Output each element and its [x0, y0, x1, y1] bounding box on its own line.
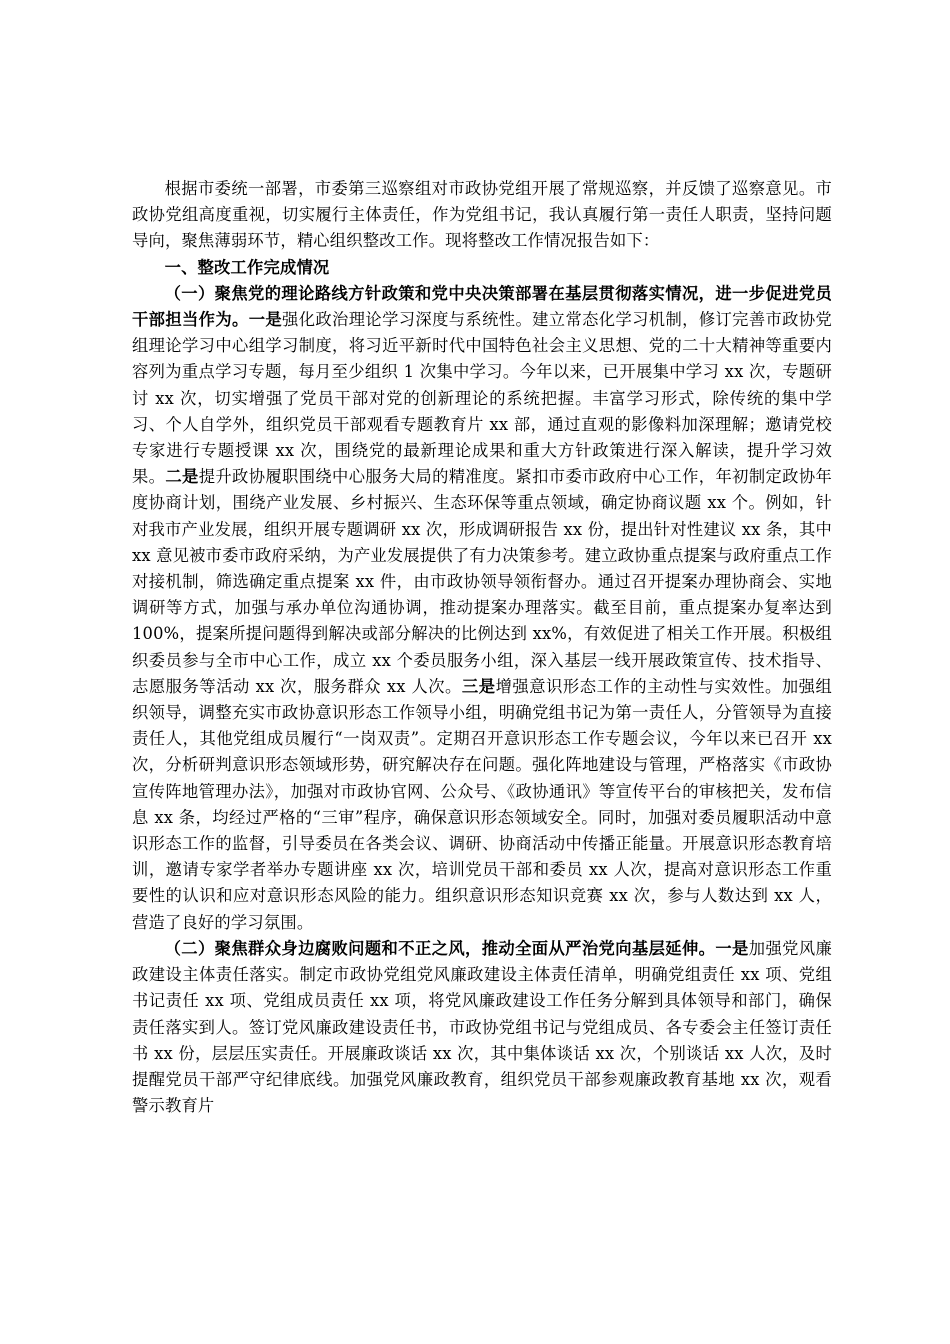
point-2-1-text: 加强党风廉政建设主体责任落实。制定市政协党组党风廉政建设主体责任清单，明确党组责任 xx 项、党组书记责任 xx 项、党组成员责任 xx 项，将党风廉政建设工作任务分解到具体领导和部门，确保责任落实到人。签订党风廉政建设责任书，市政协党组书记与党组成员、各专委会主任签订责任书 xx 份，层层压实责任。开展廉政谈话 xx 次，其中集体谈话 xx 次，个别谈话 xx 人次，及时提醒党员干部严守纪律底线。加强党风廉政教育，组织党员干部参观廉政教育基地 xx 次，观看警示教育片: [132, 938, 832, 1116]
intro-paragraph: 根据市委统一部署，市委第三巡察组对市政协党组开展了常规巡察，并反馈了巡察意见。市政协党组高度重视，切实履行主体责任，作为党组书记，我认真履行第一责任人职责，坚持问题导向，聚焦薄弱环节，精心组织整改工作。现将整改工作情况报告如下：: [132, 179, 832, 251]
point-3-lead: 三是: [461, 676, 496, 696]
point-1-lead: 一是: [248, 310, 283, 330]
document-body: [132, 176, 832, 1119]
point-2-lead: 二是: [165, 467, 199, 487]
point-3-text: 增强意识形态工作的主动性与实效性。加强组织领导，调整充实市政协意识形态工作领导小组，明确党组书记为第一责任人，分管领导为直接责任人，其他党组成员履行“一岗双责”。定期召开意识形态工作专题会议，今年以来已召开 xx 次，分析研判意识形态领域形势，研究解决存在问题。强化阵地建设与管理，严格落实《市政协宣传阵地管理办法》，加强对市政协官网、公众号、《政协通讯》等宣传平台的审核把关，发布信息 xx 条，均经过严格的“三审”程序，确保意识形态领域安全。同时，加强对委员履职活动中意识形态工作的监督，引导委员在各类会议、调研、协商活动中传播正能量。开展意识形态教育培训，邀请专家学者举办专题讲座 xx 次，培训党员干部和委员 xx 人次，提高对意识形态工作重要性的认识和应对意识形态风险的能力。组织意识形态知识竞赛 xx 次，参与人数达到 xx 人，营造了良好的学习氛围。: [132, 676, 832, 932]
point-1-text: 强化政治理论学习深度与系统性。建立常态化学习机制，修订完善市政协党组理论学习中心组学习制度，将习近平新时代中国特色社会主义思想、党的二十大精神等重要内容列为重点学习专题，每月至少组织 1 次集中学习。今年以来，已开展集中学习 xx 次，专题研讨 xx 次，切实增强了党员干部对党的创新理论的系统把握。丰富学习形式，除传统的集中学习、个人自学外，组织党员干部观看专题教育片 xx 部，通过直观的影像料加深理解；邀请党校专家进行专题授课 xx 次，围绕党的最新理论成果和重大方针政策进行深入解读，提升学习效果。: [132, 310, 832, 487]
subsection-1-paragraph: [132, 281, 832, 936]
subsection-1-title: （一）聚焦党的理论路线方针政策和党中央决策部署在基层贯彻落实情况，进一步促进党员干部担当作为。: [132, 283, 832, 330]
point-2-text: 提升政协履职围绕中心服务大局的精准度。紧扣市委市政府中心工作，年初制定政协年度协商计划，围绕产业发展、乡村振兴、生态环保等重点领域，确定协商议题 xx 个。例如，针对我市产业发展，组织开展专题调研 xx 次，形成调研报告 xx 份，提出针对性建议 xx 条，其中 xx 意见被市委市政府采纳，为产业发展提供了有力决策参考。建立政协重点提案与政府重点工作对接机制，筛选确定重点提案 xx 件，由市政协领导领衔督办。通过召开提案办理协商会、实地调研等方式，加强与承办单位沟通协调，推动提案办理落实。截至目前，重点提案办复率达到 100%，提案所提问题得到解决或部分解决的比例达到 xx%，有效促进了相关工作开展。积极组织委员参与全市中心工作，成立 xx 个委员服务小组，深入基层一线开展政策宣传、技术指导、志愿服务等活动 xx 次，服务群众 xx 人次。: [132, 467, 832, 696]
subsection-2-title: （二）聚焦群众身边腐败问题和不正之风，推动全面从严治党向基层延伸。: [164, 938, 716, 958]
section-heading: 一、整改工作完成情况: [164, 257, 330, 277]
point-2-1-lead: 一是: [715, 938, 749, 958]
subsection-2-paragraph: [132, 936, 832, 1119]
